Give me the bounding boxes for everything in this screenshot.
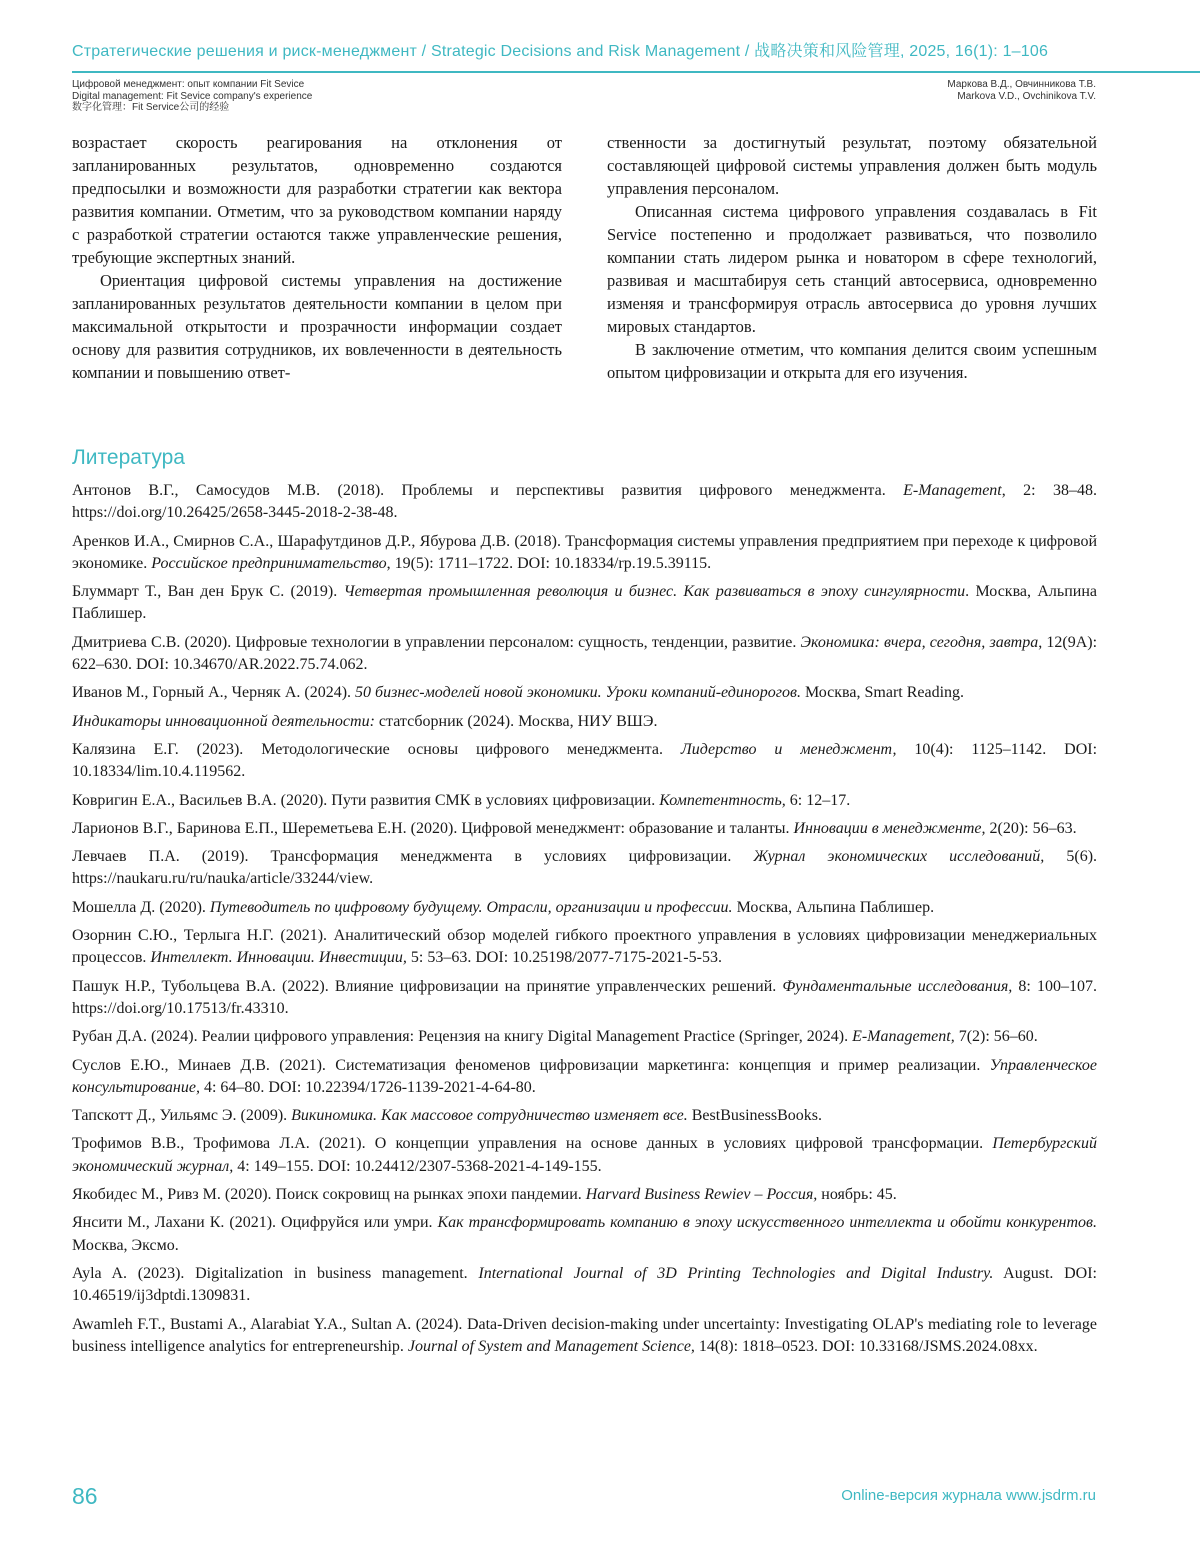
journal-header: Стратегические решения и риск-менеджмент / Strategic Decisions and Risk Management / 战略决策和风险管理, 2025, 16(1): 1–106	[72, 43, 1049, 60]
reference-text: Трофимов В.В., Трофимова Л.А. (2021). О концепции управления на основе данных в условиях цифровой трансформации.	[72, 1135, 993, 1153]
reference-item	[72, 711, 1097, 733]
reference-item	[72, 925, 1097, 970]
page-number: 86	[72, 1483, 98, 1509]
reference-text: Левчаев П.А. (2019). Трансформация менеджмента в условиях цифровизации.	[72, 848, 754, 866]
reference-source: Журнал экономических исследований,	[753, 848, 1045, 866]
reference-text: Рубан Д.А. (2024). Реалии цифрового управления: Рецензия на книгу Digital Management Practice (Springer, 2024).	[72, 1028, 853, 1046]
body-column-right	[607, 131, 1097, 384]
journal-website-link[interactable]: Online-версия журнала www.jsdrm.ru	[841, 1487, 1096, 1504]
reference-details: Москва, Альпина Паблишер.	[732, 898, 935, 916]
reference-details: Москва, Smart Reading.	[800, 684, 965, 702]
reference-details: 4: 64–80. DOI: 10.22394/1726-1139-2021-4-64-80.	[199, 1078, 536, 1096]
reference-item	[72, 581, 1097, 626]
references-list	[72, 480, 1097, 1364]
reference-text: Тапскотт Д., Уильямс Э. (2009).	[72, 1107, 292, 1125]
body-paragraph: возрастает скорость реагирования на отклонения от запланированных результатов, одновременно создаются предпосылки и возможности для разработки стратегии как вектора развития компании. Отметим, что за руководством компании наряду с разработкой стратегии остаются также управленческие решения, требующие экспертных знаний.	[72, 133, 562, 267]
reference-text: Мошелла Д. (2020).	[72, 898, 210, 916]
reference-source: Harvard Business Rewiev – Россия,	[585, 1186, 818, 1204]
reference-item	[72, 1212, 1097, 1257]
reference-details: August. DOI: 10.46519/ij3dptdi.1309831.	[72, 1264, 1097, 1305]
article-title-ru: Цифровой менеджмент: опыт компании Fit Sevice	[72, 79, 305, 90]
reference-item	[72, 739, 1097, 784]
reference-details: Москва, Эксмо.	[72, 1236, 179, 1254]
reference-text: Антонов В.Г., Самосудов М.В. (2018). Проблемы и перспективы развития цифрового менеджмента.	[72, 482, 904, 499]
reference-item	[72, 846, 1097, 891]
reference-item	[72, 480, 1097, 525]
reference-details: 10(4): 1125–1142. DOI: 10.18334/lim.10.4.119562.	[72, 740, 1098, 781]
reference-text: Дмитриева С.В. (2020). Цифровые технологии в управлении персоналом: сущность, тенденции, развитие.	[72, 633, 801, 651]
body-paragraph: В заключение отметим, что компания делится своим успешным опытом цифровизации и открыта для его изучения.	[607, 340, 1097, 382]
reference-source: Управленческое консультирование,	[72, 1056, 1097, 1096]
reference-details: статсборник (2024). Москва, НИУ ВШЭ.	[374, 712, 658, 730]
reference-source: Компетентность,	[659, 791, 786, 809]
reference-item	[72, 1055, 1097, 1100]
reference-item	[72, 1026, 1097, 1048]
reference-text: Аренков И.А., Смирнов С.А., Шарафутдинов Д.Р., Ябурова Д.В. (2018). Трансформация системы управления предприятием при переходе к цифровой экономике.	[72, 532, 1097, 572]
reference-details: 2(20): 56–63.	[985, 819, 1077, 837]
reference-details: 8: 100–107. https://doi.org/10.17513/fr.43310.	[72, 977, 1097, 1017]
reference-source: 50 бизнес-моделей новой экономики. Уроки компаний-единорогов.	[355, 684, 801, 702]
authors-en: Markova V.D., Ovchinikova T.V.	[957, 90, 1096, 102]
article-title-block	[72, 79, 312, 114]
references-heading: Литература	[72, 446, 185, 469]
reference-source: Путеводитель по цифровому будущему. Отрасли, организации и профессии.	[209, 898, 733, 916]
authors-ru: Маркова В.Д., Овчинникова Т.В.	[947, 79, 1096, 90]
reference-details: 5(6). https://naukaru.ru/ru/nauka/article/33244/view.	[72, 848, 1098, 888]
body-paragraph: Ориентация цифровой системы управления на достижение запланированных результатов деятельности компании в целом при максимальной открытости и прозрачности информации создает основу для развития сотрудников, их вовлеченности в деятельность компании и повышению ответ-	[72, 271, 562, 382]
reference-source: International Journal of 3D Printing Technologies and Digital Industry.	[478, 1264, 994, 1282]
reference-source: Journal of System and Management Science,	[407, 1337, 695, 1355]
article-title-zh: 数字化管理：Fit Service公司的经验	[72, 102, 230, 113]
reference-item	[72, 818, 1097, 840]
reference-source: Викиномика. Как массовое сотрудничество изменяет все.	[291, 1107, 688, 1125]
authors-block	[947, 79, 1096, 102]
reference-item	[72, 790, 1097, 812]
reference-source: Российское предпринимательство	[151, 554, 387, 572]
reference-text: Ларионов В.Г., Баринова Е.П., Шереметьева Е.Н. (2020). Цифровой менеджмент: образование и таланты.	[72, 819, 794, 837]
reference-text: Янсити М., Лахани К. (2021). Оцифруйся или умри.	[72, 1214, 438, 1232]
header-rule	[72, 71, 1200, 73]
reference-text: Awamleh F.T., Bustami A., Alarabiat Y.A., Sultan A. (2024). Data-Driven decision-making under uncertainty: Investigating OLAP's mediating role to leverage business intelligence analytics for entrepreneurship.	[72, 1315, 1097, 1355]
reference-item	[72, 1184, 1097, 1206]
reference-source: Петербургский экономический журнал,	[72, 1135, 1097, 1175]
reference-text: Ковригин Е.А., Васильев В.А. (2020). Пути развития СМК в условиях цифровизации.	[72, 791, 660, 809]
reference-source: Экономика: вчера, сегодня, завтра	[800, 633, 1039, 651]
reference-source: Лидерство и менеджмент,	[680, 740, 897, 758]
reference-details: 5: 53–63. DOI: 10.25198/2077-7175-2021-5-53.	[406, 949, 722, 967]
reference-details: , 19(5): 1711–1722. DOI: 10.18334/rp.19.5.39115.	[386, 554, 712, 572]
reference-details: ноябрь: 45.	[817, 1186, 897, 1204]
reference-text: Озорнин С.Ю., Терлыга Н.Г. (2021). Аналитический обзор моделей гибкого проектного управления в условиях цифровизации менеджериальных процессов.	[72, 927, 1097, 967]
reference-details: , 12(9А): 622–630. DOI: 10.34670/AR.2022.75.74.062.	[72, 633, 1098, 674]
reference-details: 6: 12–17.	[785, 791, 851, 809]
reference-source: E-Management,	[852, 1028, 955, 1046]
reference-item	[72, 976, 1097, 1021]
reference-text: Ayla A. (2023). Digitalization in business management.	[72, 1264, 479, 1282]
reference-source: Интеллект. Инновации. Инвестиции,	[150, 949, 407, 967]
reference-details: 4: 149–155. DOI: 10.24412/2307-5368-2021-4-149-155.	[233, 1157, 602, 1175]
reference-text: Якобидес М., Ривз М. (2020). Поиск сокровищ на рынках эпохи пандемии.	[72, 1186, 586, 1204]
reference-item	[72, 1314, 1097, 1359]
reference-text: Пашук Н.Р., Тубольцева В.А. (2022). Влияние цифровизации на принятие управленческих решений.	[72, 977, 783, 995]
reference-text: Калязина Е.Г. (2023). Методологические основы цифрового менеджмента.	[72, 740, 681, 758]
reference-details: 7(2): 56–60.	[954, 1028, 1038, 1046]
reference-item	[72, 1105, 1097, 1127]
reference-source: Четвертая промышленная революция и бизнес. Как развиваться в эпоху сингулярности	[343, 583, 966, 601]
reference-item	[72, 1263, 1097, 1308]
reference-source: Как трансформировать компанию в эпоху искусственного интеллекта и обойти конкурентов.	[437, 1214, 1097, 1232]
reference-item	[72, 897, 1097, 919]
reference-text: Иванов М., Горный А., Черняк А. (2024).	[72, 684, 356, 702]
reference-source: Индикаторы инновационной деятельности:	[72, 712, 375, 730]
reference-source: Инновации в менеджменте,	[793, 819, 986, 837]
reference-details: 14(8): 1818–0523. DOI: 10.33168/JSMS.2024.08xx.	[694, 1337, 1038, 1355]
reference-text: Блуммарт Т., Ван ден Брук С. (2019).	[72, 583, 344, 601]
reference-details: , 2: 38–48. https://doi.org/10.26425/2658-3445-2018-2-38-48.	[72, 482, 1097, 522]
reference-item	[72, 632, 1097, 677]
reference-details: BestBusinessBooks.	[687, 1107, 822, 1125]
reference-text: Суслов Е.Ю., Минаев Д.В. (2021). Систематизация феноменов цифровизации маркетинга: концепция и пример реализации.	[72, 1056, 990, 1074]
reference-item	[72, 682, 1097, 704]
article-title-en: Digital management: Fit Sevice company's experience	[72, 90, 313, 102]
body-paragraph: ственности за достигнутый результат, поэтому обязательной составляющей цифровой системы управления должен быть модуль управления персоналом.	[607, 133, 1097, 198]
reference-details: . Москва, Альпина Паблишер.	[72, 583, 1097, 623]
reference-item	[72, 1133, 1097, 1178]
body-column-left	[72, 131, 562, 384]
body-paragraph: Описанная система цифрового управления создавалась в Fit Service постепенно и продолжает развиваться, что позволило компании стать лидером рынка и новатором в сфере технологий, развивая и масштабируя сеть станций автосервиса, одновременно изменяя и трансформируя отрасль автосервиса до уровня лучших мировых стандартов.	[607, 202, 1097, 336]
reference-source: Фундаментальные исследования,	[782, 977, 1013, 995]
reference-item	[72, 531, 1097, 576]
reference-source: E-Management	[903, 482, 1002, 499]
